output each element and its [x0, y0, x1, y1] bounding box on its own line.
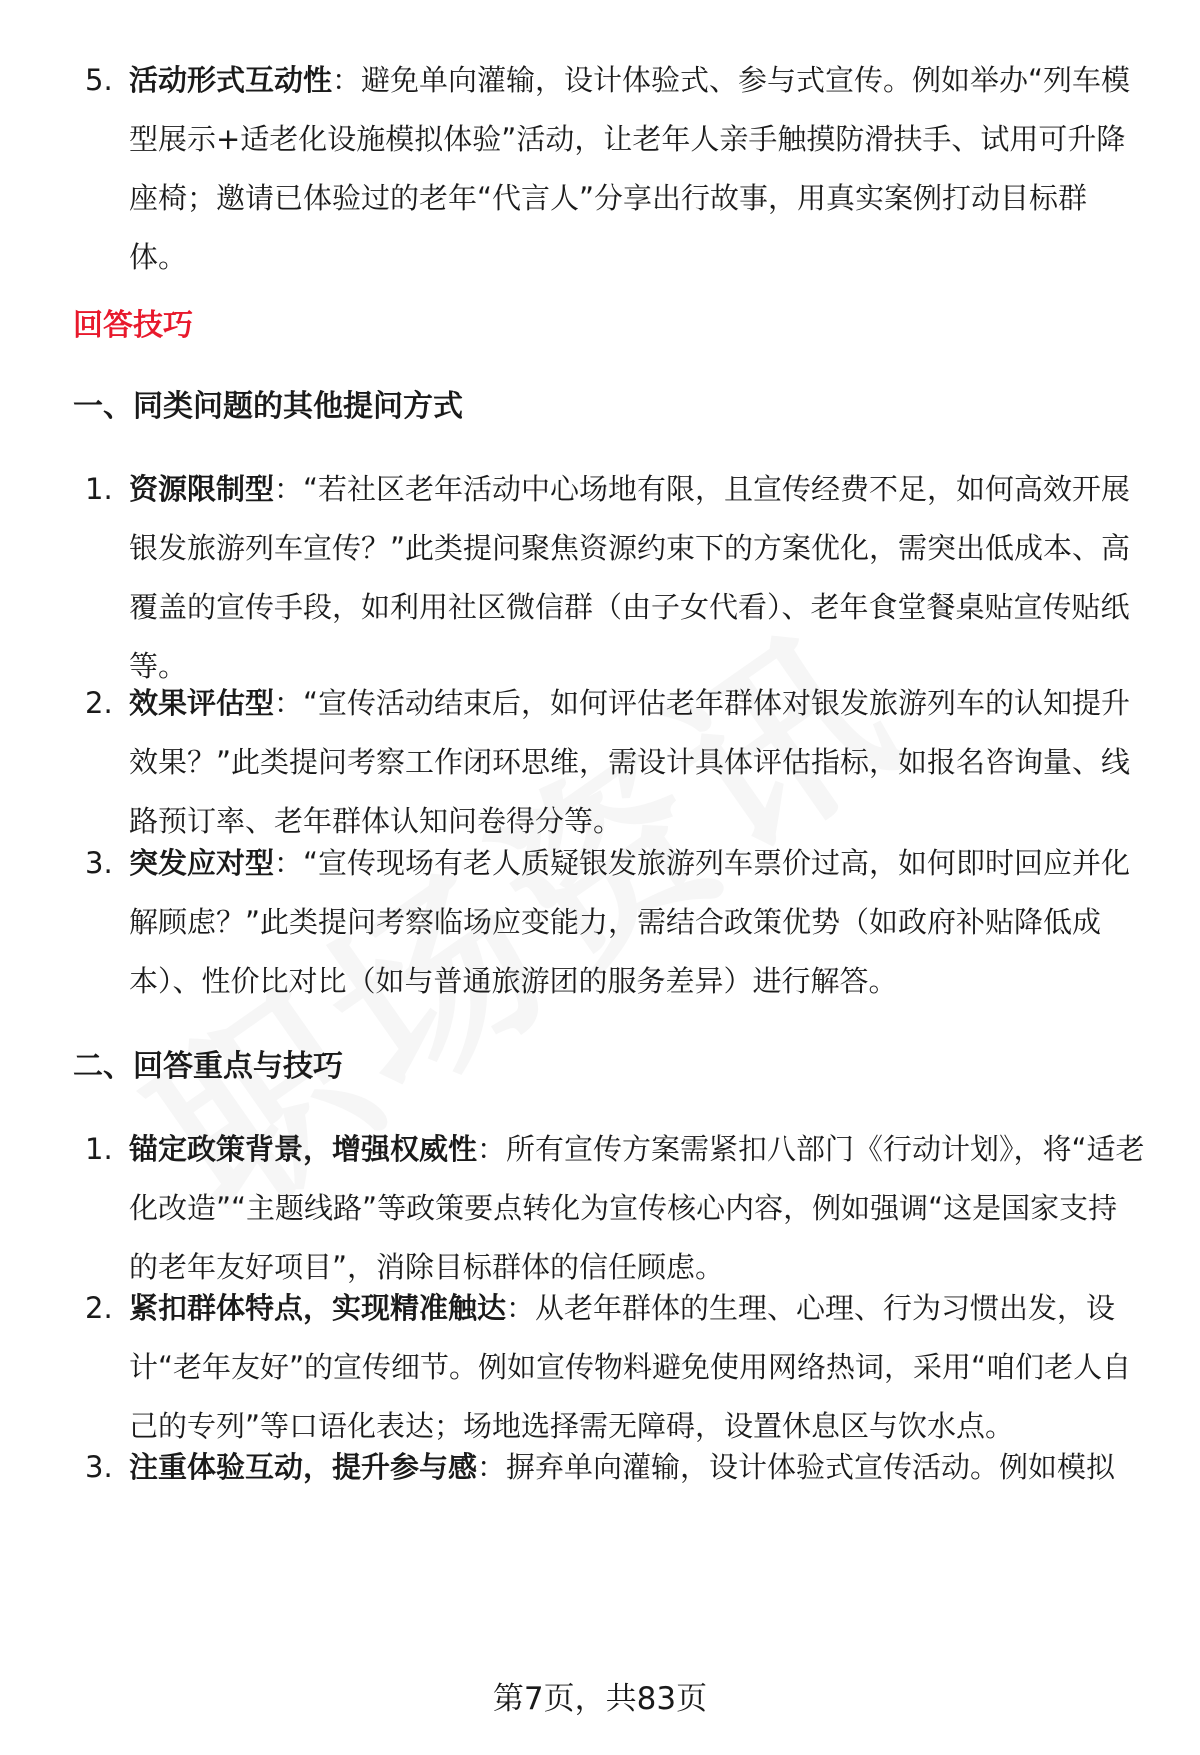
- section-heading-1: 一、同类问题的其他提问方式: [73, 389, 463, 424]
- list-item: [85, 674, 1145, 851]
- item-text: ：摒弃单向灌输，设计体验式宣传活动。例如模拟: [477, 1450, 1116, 1484]
- list-number: 2.: [85, 1291, 113, 1325]
- item-title: 紧扣群体特点，实现精准触达: [129, 1291, 507, 1325]
- item-text: ：避免单向灌输，设计体验式、参与式宣传。例如举办“列车模型展示+适老化设施模拟体验”活动，让老年人亲手触摸防滑扶手、试用可升降座椅；邀请已体验过的老年“代言人”分享出行故事，用真实案例打动目标群体。: [129, 63, 1131, 274]
- list-item: [85, 1279, 1145, 1456]
- item-text: ：所有宣传方案需紧扣八部门《行动计划》，将“适老化改造”“主题线路”等政策要点转化为宣传核心内容，例如强调“这是国家支持的老年友好项目”，消除目标群体的信任顾虑。: [129, 1132, 1145, 1284]
- item-text: ：“若社区老年活动中心场地有限，且宣传经费不足，如何高效开展银发旅游列车宣传？”此类提问聚焦资源约束下的方案优化，需突出低成本、高覆盖的宣传手段，如利用社区微信群（由子女代看）、老年食堂餐桌贴宣传贴纸等。: [129, 472, 1131, 683]
- list-number: 1.: [85, 1132, 113, 1166]
- page-number: 第7页，共83页: [492, 1681, 708, 1717]
- list-item: [85, 1120, 1145, 1297]
- list-item: [85, 1438, 1145, 1497]
- item-title: 效果评估型: [129, 686, 275, 720]
- list-item: [85, 51, 1145, 287]
- item-title: 注重体验互动，提升参与感: [129, 1450, 478, 1484]
- tips-heading: 回答技巧: [73, 308, 193, 343]
- section-heading-2: 二、回答重点与技巧: [73, 1049, 343, 1084]
- list-number: 5.: [85, 63, 113, 97]
- item-text: ：从老年群体的生理、心理、行为习惯出发，设计“老年友好”的宣传细节。例如宣传物料避免使用网络热词，采用“咱们老人自己的专列”等口语化表达；场地选择需无障碍，设置休息区与饮水点。: [129, 1291, 1132, 1443]
- item-text: ：“宣传活动结束后，如何评估老年群体对银发旅游列车的认知提升效果？”此类提问考察工作闭环思维，需设计具体评估指标，如报名咨询量、线路预订率、老年群体认知问卷得分等。: [129, 686, 1131, 838]
- item-title: 活动形式互动性: [129, 63, 333, 97]
- item-text: ：“宣传现场有老人质疑银发旅游列车票价过高，如何即时回应并化解顾虑？”此类提问考察临场应变能力，需结合政策优势（如政府补贴降低成本）、性价比对比（如与普通旅游团的服务差异）进行解答。: [129, 846, 1131, 998]
- item-title: 突发应对型: [129, 846, 275, 880]
- list-number: 1.: [85, 472, 113, 506]
- item-title: 锚定政策背景，增强权威性: [129, 1132, 478, 1166]
- item-title: 资源限制型: [129, 472, 275, 506]
- list-number: 3.: [85, 846, 113, 880]
- list-number: 2.: [85, 686, 113, 720]
- list-item: [85, 460, 1145, 696]
- list-item: [85, 834, 1145, 1011]
- list-number: 3.: [85, 1450, 113, 1484]
